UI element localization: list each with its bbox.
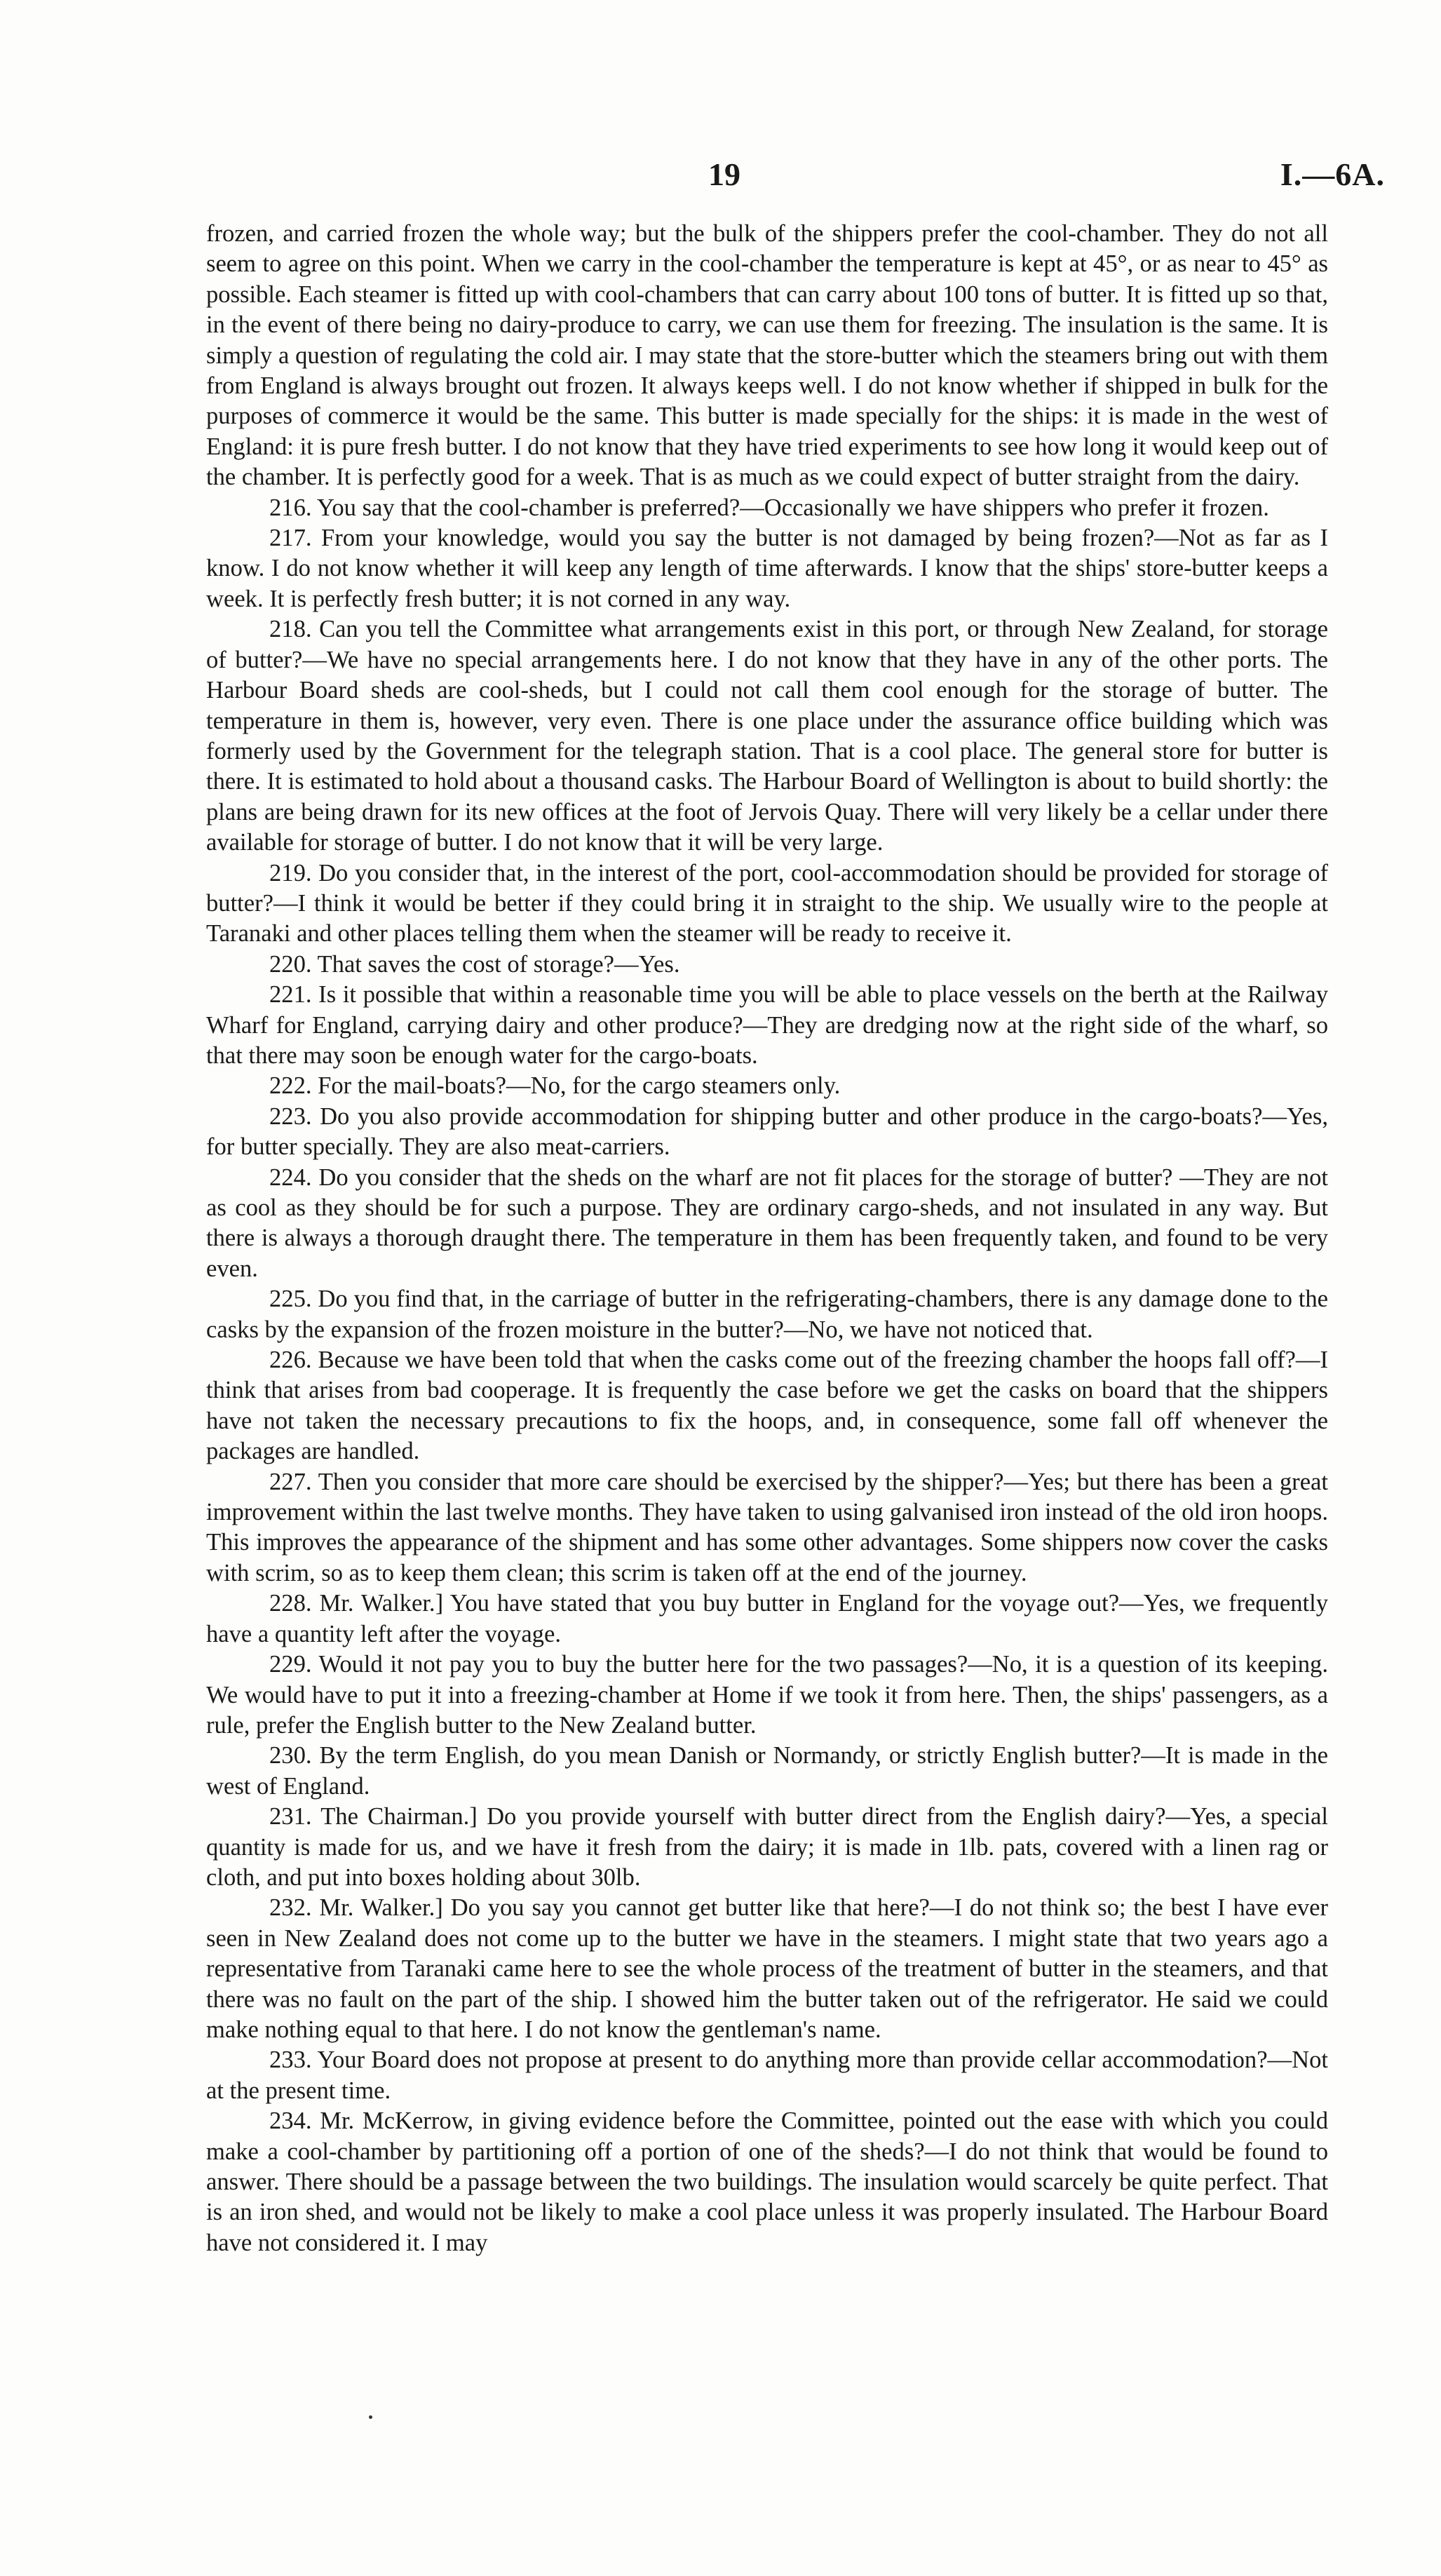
question-231: 231. The Chairman.] Do you provide yourself with butter direct from the English dairy?—Yes, a special quantity is made for us, and we have it fresh from the dairy; it is made in 1lb. pats, covered with a linen rag or cloth, and put into boxes holding about 30lb. [206,1803,1328,1891]
question-219: 219. Do you consider that, in the interest of the port, cool-accommodation should be provided for storage of butter?—I think it would be better if they could bring it in straight to the ship. We usually wire to the people at Taranaki and other places telling them when the steamer will be ready to receive it. [206,859,1328,948]
page-header [0,156,1441,198]
question-228: 228. Mr. Walker.] You have stated that you buy butter in England for the voyage out?—Yes, we frequently have a quantity left after the voyage. [206,1590,1328,1647]
question-226: 226. Because we have been told that when the casks come out of the freezing chamber the hoops fall off?—I think that arises from bad cooperage. It is frequently the case before we get the casks on board that the shippers have not taken the necessary precautions to fix the hoops, and, in consequence, some fall off whenever the packages are handled. [206,1347,1328,1465]
question-217: 217. From your knowledge, would you say the butter is not damaged by being frozen?—Not as far as I know. I do not know whether it will keep any length of time afterwards. I know that the ships' store-butter keeps a week. It is perfectly fresh butter; it is not corned in any way. [206,525,1328,612]
evidence-text [206,219,1328,2258]
question-216: 216. You say that the cool-chamber is preferred?—Occasionally we have shippers who prefer it frozen. [269,494,1269,521]
question-233: 233. Your Board does not propose at present to do anything more than provide cellar accommodation?—Not at the present time. [206,2046,1328,2104]
document-reference: I.—6A. [1280,156,1385,192]
question-222: 222. For the mail-boats?—No, for the cargo steamers only. [269,1072,841,1100]
question-221: 221. Is it possible that within a reasonable time you will be able to place vessels on the berth at the Railway Wharf for England, carrying dairy and other produce?—They are dredging now at the right side of the wharf, so that there may soon be enough water for the cargo-boats. [206,981,1328,1069]
question-224: 224. Do you consider that the sheds on the wharf are not fit places for the storage of butter? —They are not as cool as they should be for such a purpose. They are ordinary cargo-sheds, and not insulated in any way. But there is always a thorough draught there. The temperature in them has been frequently taken, and found to be very even. [206,1164,1328,1282]
question-230: 230. By the term English, do you mean Danish or Normandy, or strictly English butter?—It is made in the west of England. [206,1742,1328,1800]
question-232: 232. Mr. Walker.] Do you say you cannot get butter like that here?—I do not think so; the best I have ever seen in New Zealand does not come up to the butter we have in the steamers. I might state that two years ago a representative from Taranaki came here to see the whole process of the treatment of butter in the steamers, and that there was no fault on the part of the ship. I showed him the butter taken out of the refrigerator. He said we could make nothing equal to that here. I do not know the gentleman's name. [206,1894,1328,2043]
page-number: 19 [708,156,740,192]
question-234: 234. Mr. McKerrow, in giving evidence before the Committee, pointed out the ease with which you could make a cool-chamber by partitioning off a portion of one of the sheds?—I do not think that would be found to answer. There should be a passage between the two buildings. The insulation would scarcely be quite perfect. That is an iron shed, and would not be likely to make a cool place unless it was properly insulated. The Harbour Board have not considered it. I may [206,2108,1328,2256]
question-225: 225. Do you find that, in the carriage of butter in the refrigerating-chambers, there is any damage done to the casks by the expansion of the frozen moisture in the butter?—No, we have not noticed that. [206,1286,1328,1343]
question-218: 218. Can you tell the Committee what arrangements exist in this port, or through New Zealand, for storage of butter?—We have no special arrangements here. I do not know that they have in any of the other ports. The Harbour Board sheds are cool-sheds, but I could not call them cool enough for the storage of butter. The temperature in them is, however, very even. There is one place under the assurance office building which was formerly used by the Government for the telegraph station. That is a cool place. The general store for butter is there. It is estimated to hold about a thousand casks. The Harbour Board of Wellington is about to build shortly: the plans are being drawn for its new offices at the foot of Jervois Quay. There will very likely be a cellar under there available for storage of butter. I do not know that it will be very large. [206,616,1328,856]
question-223: 223. Do you also provide accommodation for shipping butter and other produce in the cargo-boats?—Yes, for butter specially. They are also meat-carriers. [206,1102,1328,1161]
question-227: 227. Then you consider that more care should be exercised by the shipper?—Yes; but there has been a great improvement within the last twelve months. They have taken to using galvanised iron instead of the old iron hoops. This improves the appearance of the shipment and has some other advantages. Some shippers now cover the casks with scrim, so as to keep them clean; this scrim is taken off at the end of the journey. [206,1468,1328,1586]
ink-speck [369,2415,372,2419]
paragraph-continuation: frozen, and carried frozen the whole way; but the bulk of the shippers prefer the cool-chamber. They do not all seem to agree on this point. When we carry in the cool-chamber the temperature is kept at 45°, or as near to 45° as possible. Each steamer is fitted up with cool-chambers that can carry about 100 tons of butter. It is fitted up so that, in the event of there being no dairy-produce to carry, we can use them for freezing. The insulation is the same. It is simply a question of regulating the cold air. I may state that the store-butter which the steamers bring out with them from England is always brought out frozen. It always keeps well. I do not know whether if shipped in bulk for the purposes of commerce it would be the same. This butter is made specially for the ships: it is made in the west of England: it is pure fresh butter. I do not know that they have tried experiments to see how long it would keep out of the chamber. It is perfectly good for a week. That is as much as we could expect of butter straight from the dairy. [206,220,1328,491]
question-220: 220. That saves the cost of storage?—Yes. [269,950,680,978]
question-229: 229. Would it not pay you to buy the butter here for the two passages?—No, it is a question of its keeping. We would have to put it into a freezing-chamber at Home if we took it from here. Then, the ships' passengers, as a rule, prefer the English butter to the New Zealand butter. [206,1651,1328,1739]
